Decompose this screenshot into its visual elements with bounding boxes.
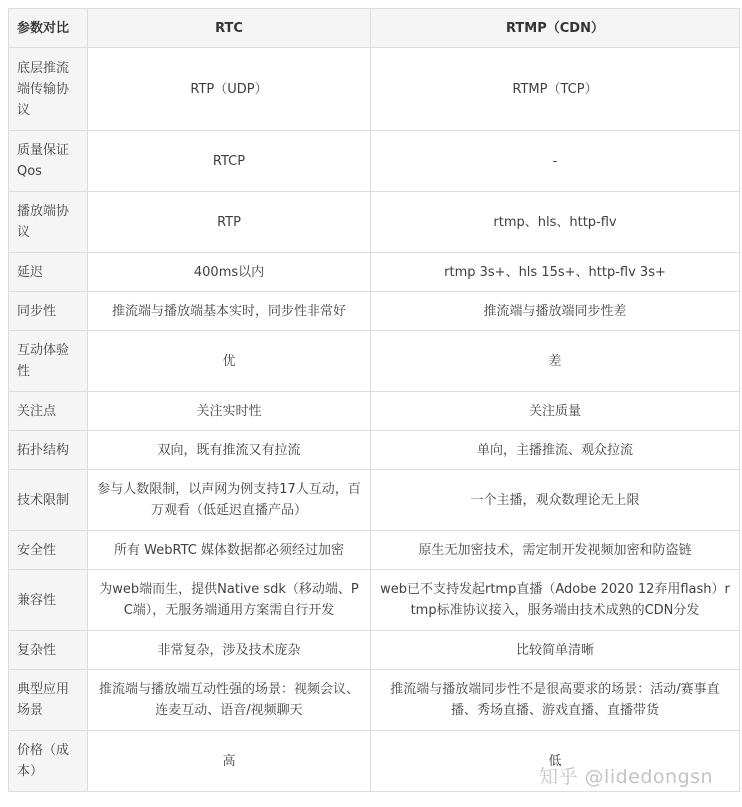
row-rtmp: web已不支持发起rtmp直播（Adobe 2020 12弃用flash）rtmp标准协议接入，服务端由技术成熟的CDN分发 (371, 570, 740, 631)
row-rtmp: 推流端与播放端同步性差 (371, 292, 740, 331)
row-param: 典型应用场景 (9, 670, 88, 731)
row-rtc: RTP (88, 192, 371, 253)
header-param: 参数对比 (9, 9, 88, 48)
row-rtc: 推流端与播放端互动性强的场景：视频会议、连麦互动、语音/视频聊天 (88, 670, 371, 731)
table-row (9, 631, 740, 670)
row-param: 价格（成本） (9, 731, 88, 792)
row-param: 底层推流端传输协议 (9, 48, 88, 131)
table-row (9, 431, 740, 470)
table-row (9, 670, 740, 731)
row-rtmp: 关注质量 (371, 392, 740, 431)
row-param: 互动体验性 (9, 331, 88, 392)
row-rtmp: - (371, 131, 740, 192)
table-row (9, 392, 740, 431)
row-rtc: 参与人数限制，以声网为例支持17人互动，百万观看（低延迟直播产品） (88, 470, 371, 531)
table-row (9, 292, 740, 331)
row-rtc: RTCP (88, 131, 371, 192)
comparison-table (8, 8, 740, 792)
row-param: 拓扑结构 (9, 431, 88, 470)
row-rtmp: rtmp 3s+、hls 15s+、http-flv 3s+ (371, 253, 740, 292)
row-rtmp: 一个主播，观众数理论无上限 (371, 470, 740, 531)
row-rtmp: 比较简单清晰 (371, 631, 740, 670)
row-rtc: 关注实时性 (88, 392, 371, 431)
header-rtmp: RTMP（CDN） (371, 9, 740, 48)
table-row (9, 570, 740, 631)
row-rtc: 为web端而生，提供Native sdk（移动端、PC端），无服务端通用方案需自行开发 (88, 570, 371, 631)
table-row (9, 48, 740, 131)
row-rtmp: rtmp、hls、http-flv (371, 192, 740, 253)
row-param: 播放端协议 (9, 192, 88, 253)
row-rtmp: 原生无加密技术，需定制开发视频加密和防盗链 (371, 531, 740, 570)
row-rtc: 高 (88, 731, 371, 792)
row-param: 技术限制 (9, 470, 88, 531)
zhihu-watermark: 知乎 @lidedongsn (539, 766, 714, 788)
row-rtmp: 单向，主播推流、观众拉流 (371, 431, 740, 470)
row-param: 关注点 (9, 392, 88, 431)
table-row (9, 192, 740, 253)
table-row (9, 131, 740, 192)
row-rtmp: RTMP（TCP） (371, 48, 740, 131)
table-row (9, 331, 740, 392)
row-rtc: 400ms以内 (88, 253, 371, 292)
row-param: 质量保证Qos (9, 131, 88, 192)
row-rtc: 推流端与播放端基本实时，同步性非常好 (88, 292, 371, 331)
table-row (9, 470, 740, 531)
row-rtc: 优 (88, 331, 371, 392)
row-param: 复杂性 (9, 631, 88, 670)
table-row (9, 253, 740, 292)
row-rtc: RTP（UDP） (88, 48, 371, 131)
table-header-row (9, 9, 740, 48)
row-param: 延迟 (9, 253, 88, 292)
row-rtmp: 差 (371, 331, 740, 392)
row-rtc: 双向，既有推流又有拉流 (88, 431, 371, 470)
row-param: 安全性 (9, 531, 88, 570)
row-rtc: 非常复杂，涉及技术庞杂 (88, 631, 371, 670)
row-param: 兼容性 (9, 570, 88, 631)
row-param: 同步性 (9, 292, 88, 331)
row-rtmp: 低 (371, 731, 740, 792)
header-rtc: RTC (88, 9, 371, 48)
table-row (9, 531, 740, 570)
row-rtc: 所有 WebRTC 媒体数据都必须经过加密 (88, 531, 371, 570)
row-rtmp: 推流端与播放端同步性不是很高要求的场景：活动/赛事直播、秀场直播、游戏直播、直播带货 (371, 670, 740, 731)
